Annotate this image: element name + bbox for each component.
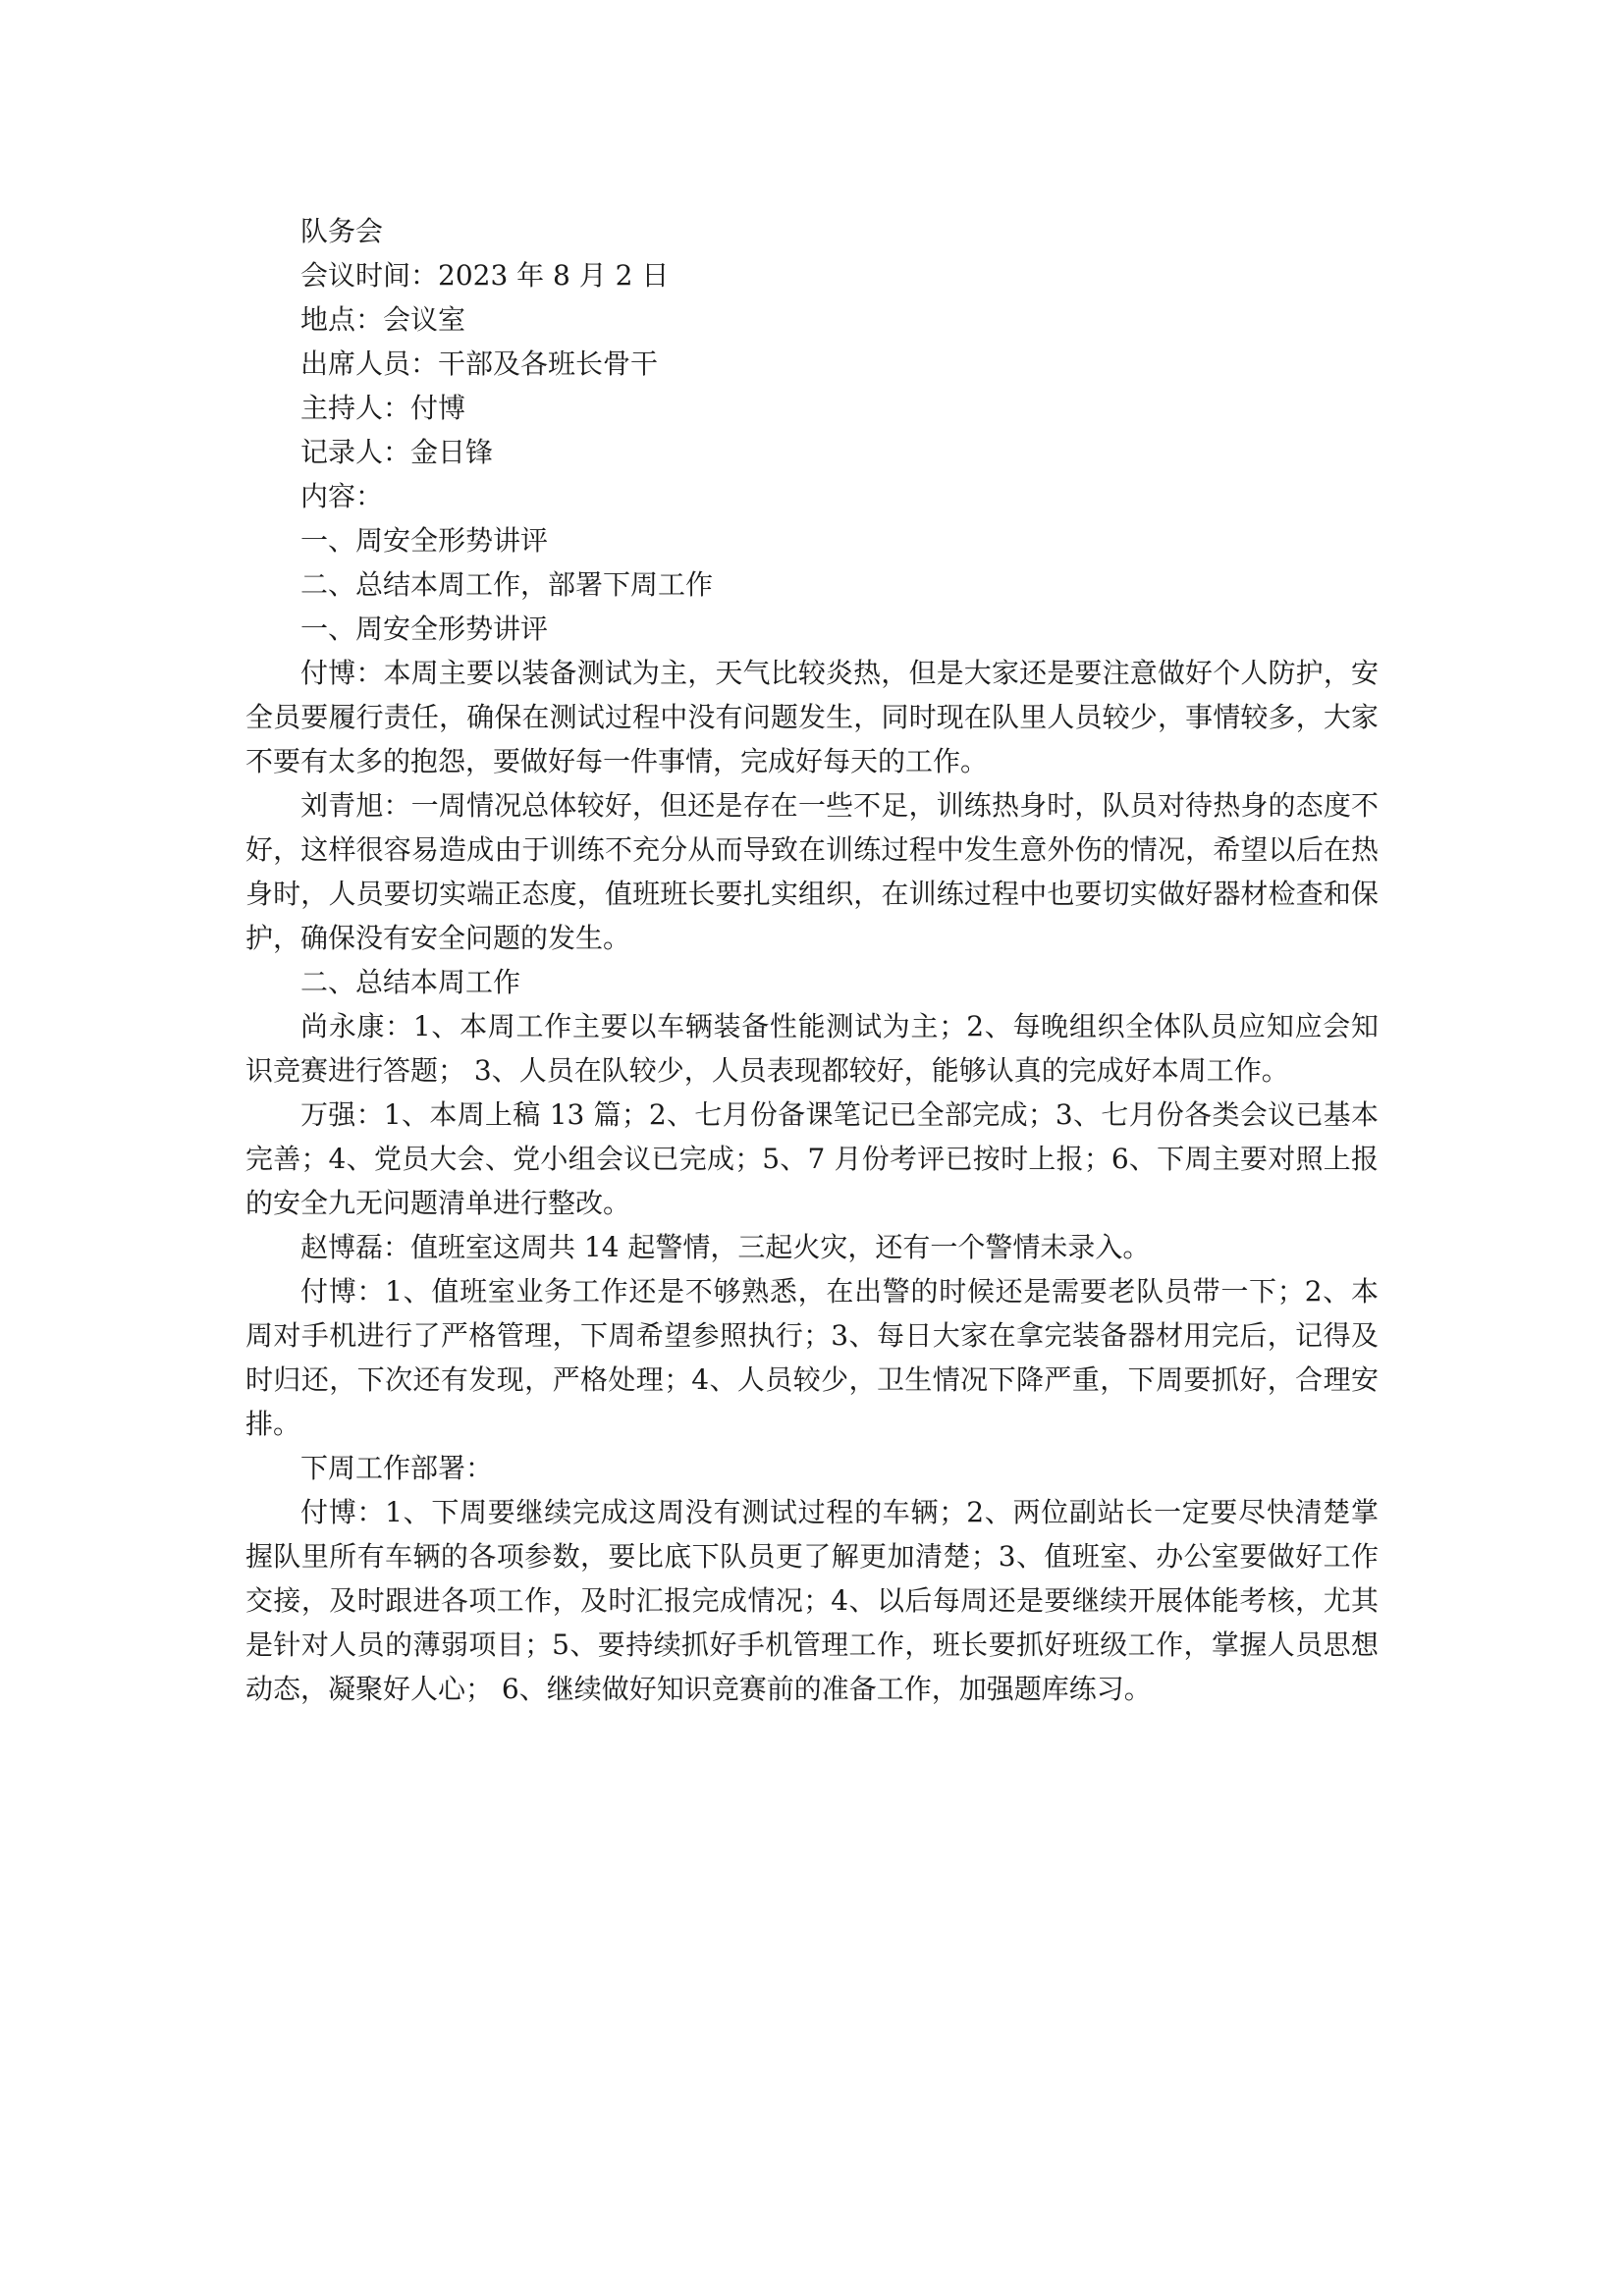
meeting-time: 会议时间：2023 年 8 月 2 日 bbox=[300, 259, 670, 292]
content-label: 内容： bbox=[300, 480, 384, 512]
meeting-host: 主持人：付博 bbox=[300, 392, 466, 424]
paragraph: 付博：本周主要以装备测试为主，天气比较炎热，但是大家还是要注意做好个人防护，安全员要履行责任，确保在测试过程中没有问题发生，同时现在队里人员较少，事情较多，大家不要有太多的抱怨，要做好每一件事情，完成好每天的工作。 bbox=[245, 657, 1379, 777]
section-heading-summary: 二、总结本周工作 bbox=[300, 966, 521, 998]
paragraph: 付博：1、值班室业务工作还是不够熟悉，在出警的时候还是需要老队员带一下；2、本周对手机进行了严格管理，下周希望参照执行；3、每日大家在拿完装备器材用完后，记得及时归还，下次还有发现，严格处理；4、人员较少，卫生情况下降严重，下周要抓好，合理安排。 bbox=[245, 1275, 1379, 1440]
paragraph: 尚永康：1、本周工作主要以车辆装备性能测试为主；2、每晚组织全体队员应知应会知识竞赛进行答题； 3、人员在队较少，人员表现都较好，能够认真的完成好本周工作。 bbox=[245, 1010, 1379, 1087]
paragraph: 付博：1、下周要继续完成这周没有测试过程的车辆；2、两位副站长一定要尽快清楚掌握队里所有车辆的各项参数，要比底下队员更了解更加清楚；3、值班室、办公室要做好工作交接，及时跟进各项工作，及时汇报完成情况；4、以后每周还是要继续开展体能考核，尤其是针对人员的薄弱项目；5、要持续抓好手机管理工作，班长要抓好班级工作，掌握人员思想动态，凝聚好人心； 6、继续做好知识竞赛前的准备工作，加强题库练习。 bbox=[245, 1496, 1379, 1705]
paragraph: 万强：1、本周上稿 13 篇；2、七月份备课笔记已全部完成；3、七月份各类会议已基本完善；4、党员大会、党小组会议已完成；5、7 月份考评已按时上报；6、下周主要对照上报的安全九无问题清单进行整改。 bbox=[245, 1098, 1379, 1219]
document-body bbox=[245, 209, 1379, 1711]
meeting-recorder: 记录人：金日锋 bbox=[300, 436, 494, 468]
paragraph: 刘青旭：一周情况总体较好，但还是存在一些不足，训练热身时，队员对待热身的态度不好，这样很容易造成由于训练不充分从而导致在训练过程中发生意外伤的情况，希望以后在热身时，人员要切实端正态度，值班班长要扎实组织，在训练过程中也要切实做好器材检查和保护，确保没有安全问题的发生。 bbox=[245, 789, 1379, 954]
meeting-location: 地点：会议室 bbox=[300, 303, 466, 336]
document-title: 队务会 bbox=[300, 215, 384, 247]
agenda-item: 二、总结本周工作，部署下周工作 bbox=[300, 568, 714, 601]
paragraph: 赵博磊：值班室这周共 14 起警情，三起火灾，还有一个警情未录入。 bbox=[300, 1231, 1151, 1263]
section-heading-next-week: 下周工作部署： bbox=[300, 1452, 494, 1484]
section-heading-safety: 一、周安全形势讲评 bbox=[300, 613, 549, 645]
agenda-item: 一、周安全形势讲评 bbox=[300, 524, 549, 557]
meeting-attendees: 出席人员：干部及各班长骨干 bbox=[300, 347, 659, 380]
